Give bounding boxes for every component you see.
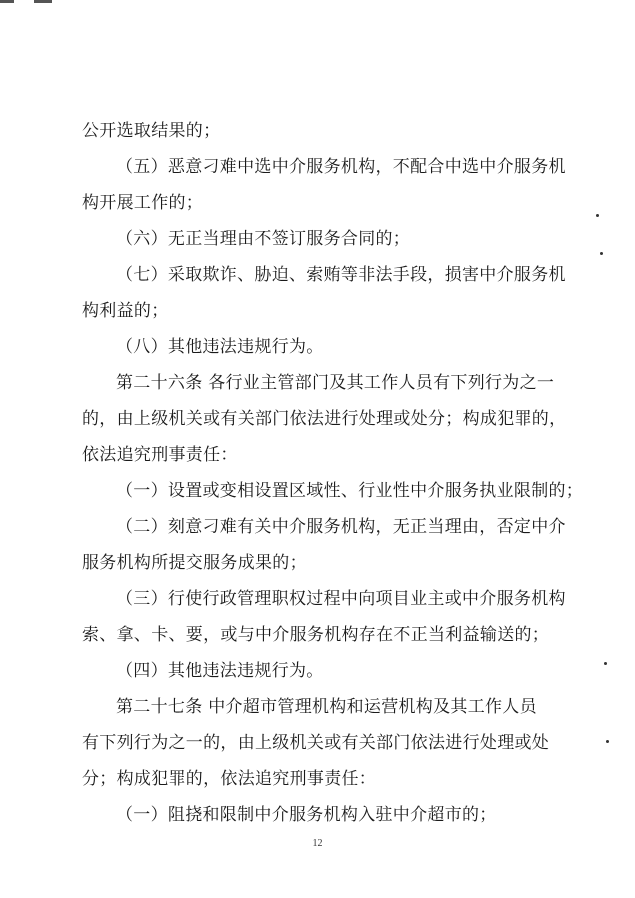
scan-speck xyxy=(596,214,599,217)
scan-speck xyxy=(606,740,609,743)
article-heading-line: 第二十七条 中介超市管理机构和运营机构及其工作人员 xyxy=(116,697,537,717)
text-line: 服务机构所提交服务成果的； xyxy=(82,553,307,573)
text-line: （六）无正当理由不签订服务合同的； xyxy=(116,229,411,249)
text-line: （七）采取欺诈、胁迫、索贿等非法手段，损害中介服务机 xyxy=(116,265,566,285)
text-line: （三）行使行政管理职权过程中向项目业主或中介服务机构 xyxy=(116,589,566,609)
scan-speck xyxy=(600,252,603,255)
text-line: 索、拿、卡、要，或与中介服务机构存在不正当利益输送的； xyxy=(82,625,550,645)
text-line: （一）阻挠和限制中介服务机构入驻中介超市的； xyxy=(116,805,497,825)
text-line: 构开展工作的； xyxy=(82,193,204,213)
text-line: （五）恶意刁难中选中介服务机构，不配合中选中介服务机 xyxy=(116,157,566,177)
article-heading-line: 第二十六条 各行业主管部门及其工作人员有下列行为之一 xyxy=(116,373,555,393)
text-line: （四）其他违法违规行为。 xyxy=(116,661,324,681)
page-number: 12 xyxy=(312,838,323,849)
text-line: 分；构成犯罪的，依法追究刑事责任： xyxy=(82,769,377,789)
scan-speck xyxy=(604,662,607,665)
text-line: （二）刻意刁难有关中介服务机构，无正当理由，否定中介 xyxy=(116,517,566,537)
text-line: 构利益的； xyxy=(82,301,169,321)
text-line: 的，由上级机关或有关部门依法进行处理或处分；构成犯罪的， xyxy=(82,409,567,429)
text-line: （一）设置或变相设置区域性、行业性中介服务执业限制的； xyxy=(116,481,584,501)
scan-edge-mark xyxy=(34,0,52,3)
scan-edge-mark xyxy=(0,0,14,3)
text-line: 有下列行为之一的，由上级机关或有关部门依法进行处理或处 xyxy=(82,733,550,753)
text-line: 公开选取结果的； xyxy=(82,121,221,141)
text-line: 依法追究刑事责任： xyxy=(82,445,238,465)
text-line: （八）其他违法违规行为。 xyxy=(116,337,324,357)
